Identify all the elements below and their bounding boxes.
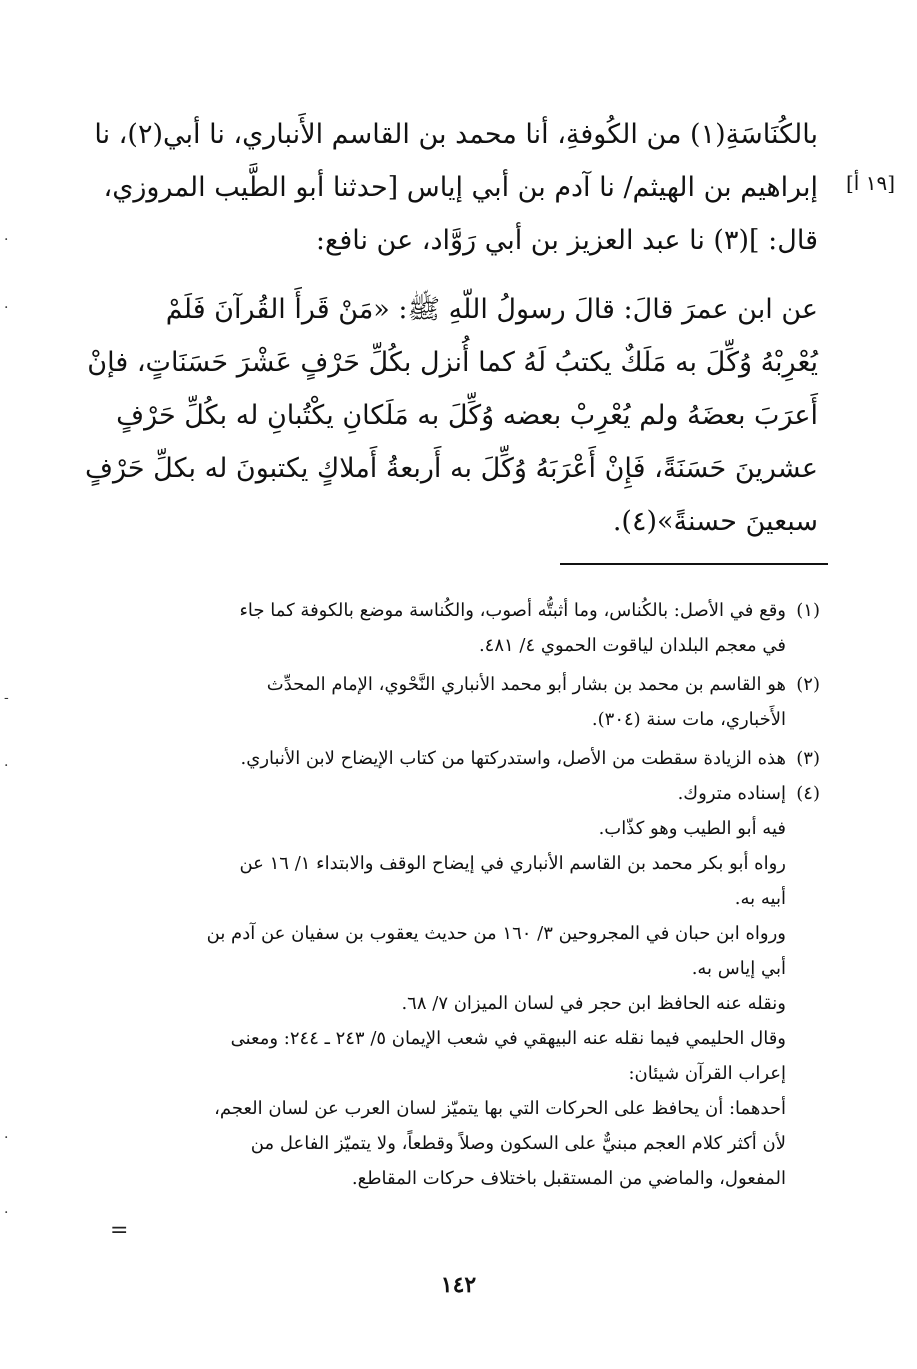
footnote-text: ورواه ابن حبان في المجروحين ٣/ ١٦٠ من حديث يعقوب بن سفيان عن آدم بن	[206, 923, 786, 944]
main-line: إبراهيم بن الهيثم/ نا آدم بن أبي إياس [حدثنا أبو الطَّيب المروزي،	[103, 172, 818, 203]
footnote-number: (٤)	[796, 783, 820, 804]
footnote-line	[130, 1056, 820, 1091]
footnote-divider	[560, 563, 828, 565]
footnote-line	[130, 811, 820, 846]
main-text	[84, 108, 818, 548]
scan-speck: ·	[4, 300, 9, 316]
scan-speck: ·	[4, 1130, 9, 1146]
footnote-text: لأن أكثر كلام العجم مبنيٌّ على السكون وصلاً وقطعاً، ولا يتميّز الفاعل من	[250, 1133, 786, 1154]
footnote-number: (١)	[796, 600, 820, 621]
footnote-text: إعراب القرآن شيئان:	[628, 1063, 786, 1084]
footnote-line	[130, 741, 820, 776]
footnote-text: الأَخباري، مات سنة (٣٠٤).	[591, 709, 786, 730]
main-line: سبعينَ حسنةً»(٤).	[612, 506, 818, 537]
footnote-text: في معجم البلدان لياقوت الحموي ٤/ ٤٨١.	[478, 635, 786, 656]
footnote-line	[130, 1021, 820, 1056]
footnote-text: وقال الحليمي فيما نقله عنه البيهقي في شعب الإيمان ٥/ ٢٤٣ ـ ٢٤٤: ومعنى	[230, 1028, 786, 1049]
footnote-line	[130, 986, 820, 1021]
scan-speck: ·	[4, 758, 9, 774]
main-line: عن ابن عمرَ قالَ: قالَ رسولُ اللّهِ ﷺ: «مَنْ قَرأَ القُرآنَ فَلَمْ	[165, 294, 818, 325]
page-number: ١٤٢	[440, 1272, 477, 1298]
main-line: بالكُنَاسَةِ(١) من الكُوفةِ، أنا محمد بن القاسم الأَنباري، نا أبي(٢)، نا	[94, 119, 818, 150]
footnote-line	[130, 951, 820, 986]
footnote-text: ونقله عنه الحافظ ابن حجر في لسان الميزان ٧/ ٦٨.	[401, 993, 786, 1014]
footnote-text: رواه أبو بكر محمد بن القاسم الأنباري في إيضاح الوقف والابتداء ١/ ١٦ عن	[239, 853, 786, 874]
continuation-mark: =	[110, 1218, 129, 1243]
main-line: أَعرَبَ بعضَهُ ولم يُعْرِبْ بعضه وُكِّلَ به مَلَكانِ يكْتُبانِ له بكُلِّ حَرْفٍ	[116, 400, 818, 431]
footnote-text: هذه الزيادة سقطت من الأصل، واستدركتها من كتاب الإيضاح لابن الأنباري.	[240, 748, 786, 769]
main-line: يُعْرِبْهُ وُكِّلَ به مَلَكٌ يكتبُ لَهُ كما أُنزل بكُلِّ حَرْفٍ عَشْرَ حَسَنَاتٍ، فإنْ	[87, 347, 818, 378]
footnote-line	[130, 916, 820, 951]
scan-speck: ·	[4, 1205, 9, 1221]
footnote-line	[130, 593, 820, 628]
footnote-text: أبيه به.	[734, 888, 786, 909]
footnote-text: أحدهما: أن يحافظ على الحركات التي بها يتميّز لسان العرب عن لسان العجم،	[214, 1098, 786, 1119]
manuscript-folio-marker: [١٩ أ]	[846, 171, 896, 195]
footnote-number: (٣)	[796, 748, 820, 769]
footnote-line	[130, 1161, 820, 1196]
footnote-line	[130, 667, 820, 702]
footnote-line	[130, 628, 820, 663]
footnote-text: وقع في الأصل: بالكُناس، وما أثبتُّه أصوب، والكُناسة موضع بالكوفة كما جاء	[239, 600, 786, 621]
scan-speck: -	[4, 690, 9, 706]
footnote-line	[130, 776, 820, 811]
footnotes	[130, 593, 820, 1196]
footnote-text: المفعول، والماضي من المستقبل باختلاف حركات المقاطع.	[351, 1168, 786, 1189]
main-line: قال: ](٣) نا عبد العزيز بن أبي رَوَّاد، عن نافع:	[315, 225, 818, 256]
footnote-line	[130, 1126, 820, 1161]
footnote-text: أبي إياس به.	[691, 958, 786, 979]
footnote-line	[130, 881, 820, 916]
footnote-text: إسناده متروك.	[677, 783, 786, 804]
footnote-line	[130, 702, 820, 737]
footnote-line	[130, 1091, 820, 1126]
footnote-line	[130, 846, 820, 881]
footnote-number: (٢)	[796, 674, 820, 695]
main-line: عشرينَ حَسَنَةً، فَإِنْ أَعْرَبَهُ وُكِّلَ به أَربعةُ أَملاكٍ يكتبونَ له بكلِّ حَرْفٍ	[84, 453, 818, 484]
footnote-text: هو القاسم بن محمد بن بشار أبو محمد الأنباري النَّحْوي، الإمام المحدِّث	[266, 674, 786, 695]
footnote-text: فيه أبو الطيب وهو كذّاب.	[598, 818, 786, 839]
scan-speck: ·	[4, 232, 9, 248]
